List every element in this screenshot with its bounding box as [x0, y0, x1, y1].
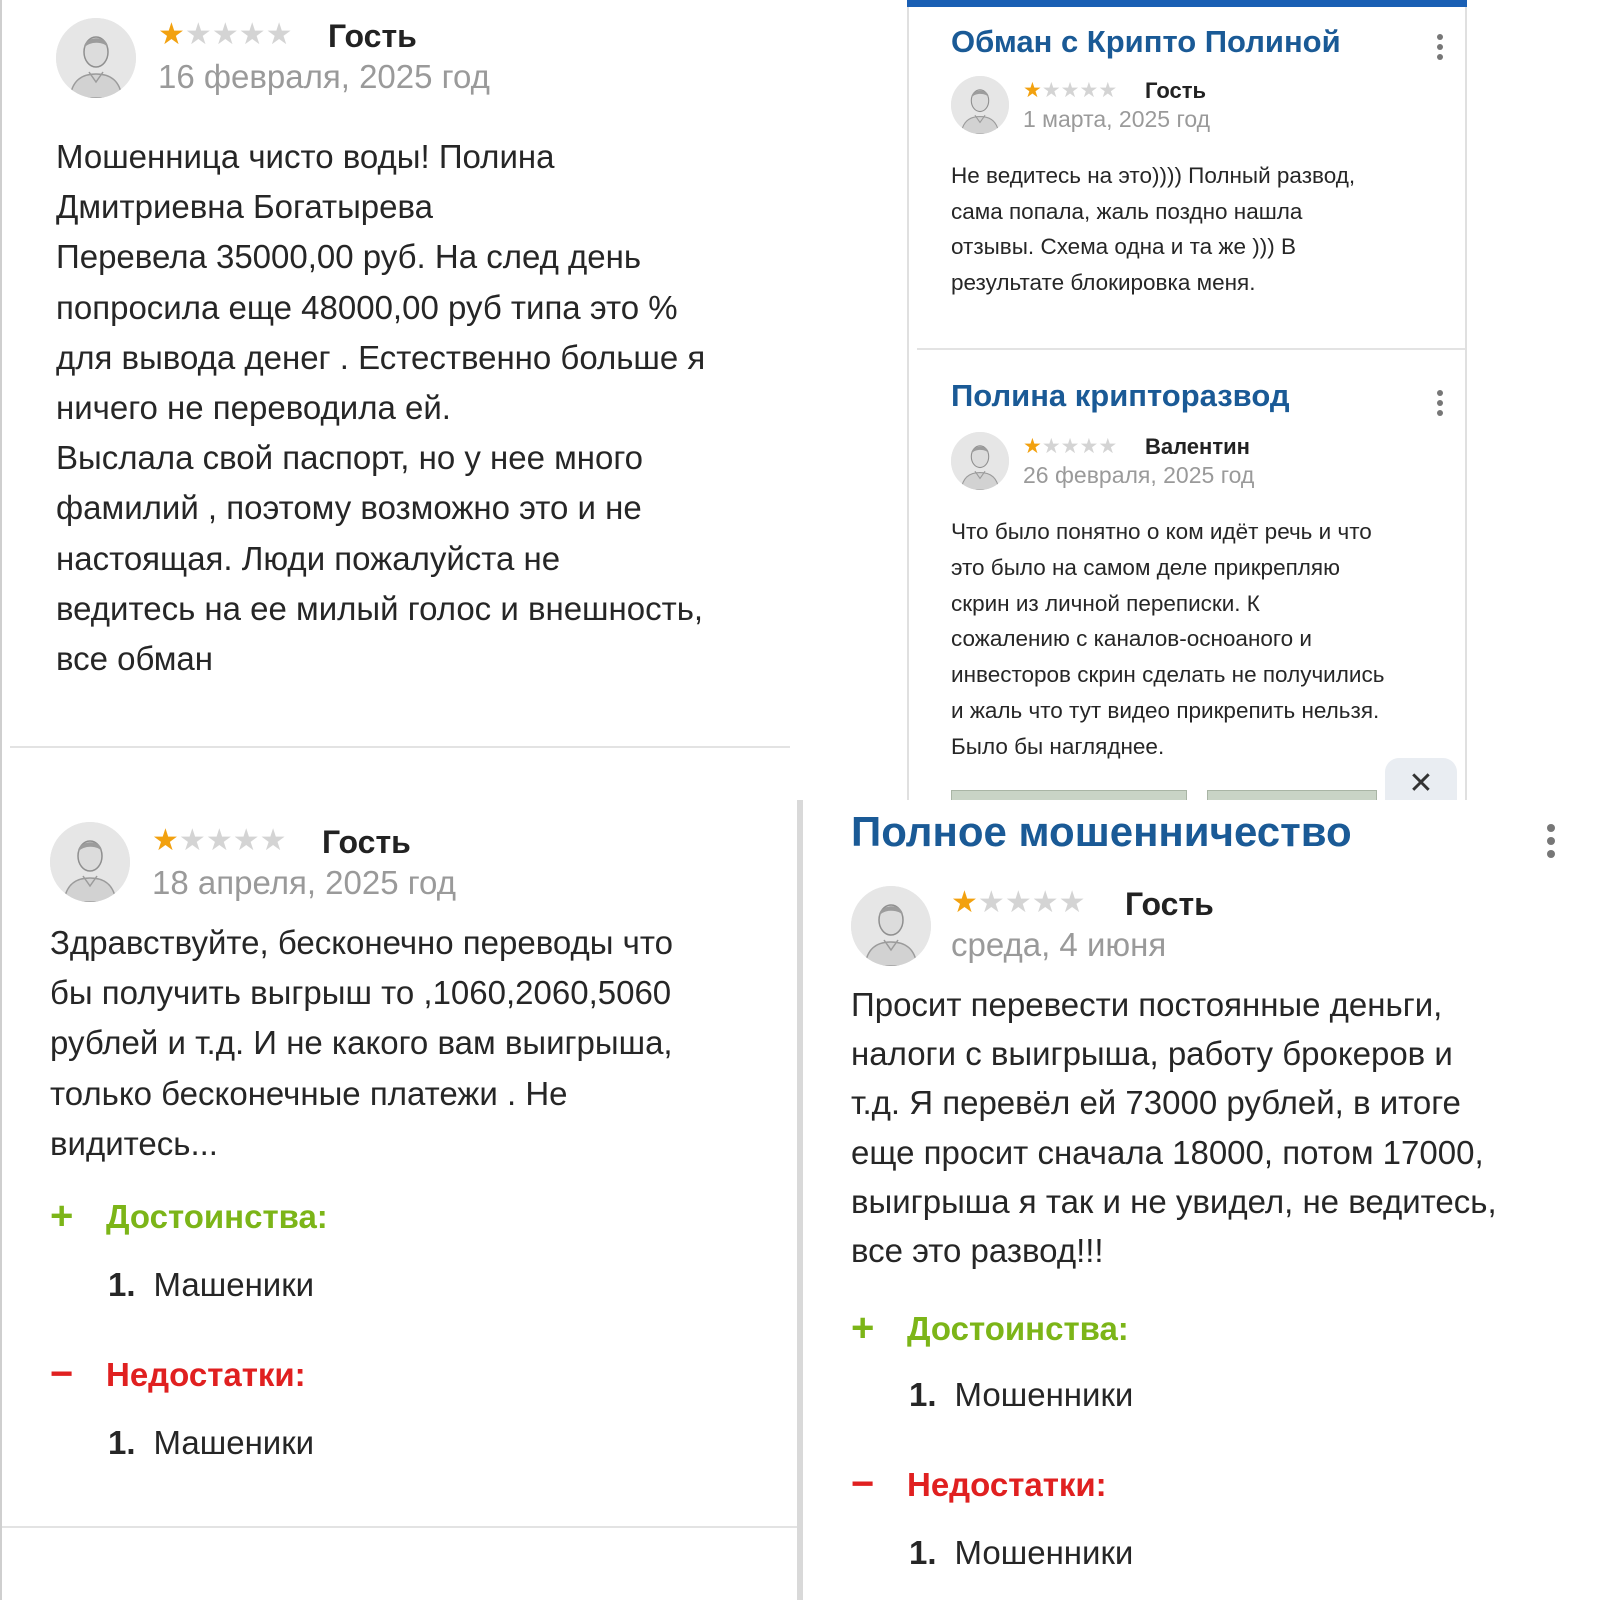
pros-item	[909, 1376, 1133, 1414]
review-card-1	[0, 0, 800, 800]
star-icon: ★	[1060, 79, 1080, 102]
card-divider	[2, 1526, 797, 1528]
user-avatar-icon[interactable]	[851, 886, 931, 966]
review-author[interactable]: Гость	[1125, 886, 1214, 922]
more-vertical-icon[interactable]	[1435, 390, 1445, 416]
plus-icon: +	[851, 1306, 875, 1350]
attachment-thumbnail[interactable]	[951, 790, 1187, 800]
review-text: Здравствуйте, бесконечно переводы что бы получить выгрыш то ,1060,2060,5060 рублей и т.д. И не какого вам выигрыша, только бесконечные платежи . Не видитесь...	[50, 924, 673, 1162]
review-text: Что было понятно о ком идёт речь и что это было на самом деле прикрепляю скрин из личной переписки. К сожалению с каналов-осноаного и инвесторов скрин сделать не получились и жаль что тут видео прикрепить нельзя. Было бы нагляднее.	[951, 519, 1385, 759]
review-author[interactable]: Гость	[1145, 78, 1207, 103]
cons-label: Недостатки:	[106, 1355, 306, 1393]
list-marker: 1.	[909, 1534, 937, 1571]
cons-item	[108, 1424, 314, 1462]
review-title[interactable]: Полина крипторазвод	[951, 378, 1290, 413]
cons-label: Недостатки:	[907, 1465, 1107, 1503]
list-marker: 1.	[108, 1266, 136, 1303]
review-title[interactable]: Обман с Крипто Полиной	[951, 24, 1341, 59]
star-icon: ★	[158, 18, 185, 51]
star-icon: ★	[265, 18, 293, 51]
cons-item-text: Машеники	[153, 1424, 315, 1461]
star-icon: ★	[205, 824, 233, 857]
star-icon: ★	[232, 824, 260, 857]
star-icon: ★	[1079, 79, 1099, 102]
card-divider	[10, 746, 790, 748]
review-text: Просит перевести постоянные деньги, налоги с выигрыша, работу брокеров и т.д. Я перевёл ей 73000 рублей, в итоге еще просит сначала 18000, потом 17000, выигрыша я так и не увидел, не ведитесь, все это развод!!!	[851, 986, 1497, 1270]
user-avatar-icon[interactable]	[951, 432, 1009, 490]
review-date: 1 марта, 2025 год	[1023, 106, 1211, 132]
header-bar	[907, 0, 1467, 7]
rating-stars	[158, 20, 293, 50]
attachment-thumbnail[interactable]	[1207, 790, 1377, 800]
user-avatar-icon[interactable]	[951, 76, 1009, 134]
rating-stars	[951, 888, 1086, 918]
list-marker: 1.	[909, 1376, 937, 1413]
minus-icon: −	[851, 1462, 875, 1506]
star-icon: ★	[977, 886, 1005, 919]
pros-item-text: Машеники	[153, 1266, 315, 1303]
rating-stars	[1023, 80, 1117, 101]
review-author[interactable]: Гость	[328, 18, 417, 54]
star-icon: ★	[1058, 886, 1086, 919]
star-icon: ★	[1041, 435, 1061, 458]
review-text: Мошенница чисто воды! Полина Дмитриевна Богатырева Перевела 35000,00 руб. На след день попросила еще 48000,00 руб типа это % для вывода денег . Естественно больше я ничего не переводила ей. Выслала свой паспорт, но у нее много фамилий , поэтому возможно это и не настоящая. Люди пожалуйста не ведитесь на ее милый голос и внешность, все обман	[56, 138, 706, 678]
star-icon: ★	[259, 824, 287, 857]
review-text: Не ведитесь на это)))) Полный развод, сама попала, жаль поздно нашла отзывы. Схема одна и та же ))) В результате блокировка меня.	[951, 163, 1356, 295]
star-icon: ★	[152, 824, 179, 857]
more-vertical-icon[interactable]	[1545, 824, 1557, 858]
star-icon: ★	[1041, 79, 1061, 102]
user-avatar-icon[interactable]	[50, 822, 130, 902]
pros-heading	[851, 1306, 1129, 1351]
star-icon: ★	[1004, 886, 1032, 919]
rating-stars	[1023, 436, 1117, 457]
cons-heading	[851, 1462, 1107, 1507]
plus-icon: +	[50, 1194, 74, 1238]
review-card-5	[803, 800, 1600, 1600]
card-divider	[917, 348, 1465, 350]
review-date: среда, 4 июня	[951, 926, 1167, 963]
list-marker: 1.	[108, 1424, 136, 1461]
review-author[interactable]: Валентин	[1145, 434, 1250, 459]
rating-stars	[152, 826, 287, 856]
review-date: 26 февраля, 2025 год	[1023, 462, 1255, 488]
pros-item	[108, 1266, 314, 1304]
more-vertical-icon[interactable]	[1435, 34, 1445, 60]
minus-icon: −	[50, 1352, 74, 1396]
star-icon: ★	[1098, 435, 1118, 458]
pros-label: Достоинства:	[106, 1197, 328, 1235]
pros-item-text: Мошенники	[954, 1376, 1134, 1413]
star-icon: ★	[1023, 435, 1042, 458]
cons-heading	[50, 1352, 306, 1397]
star-icon: ★	[1060, 435, 1080, 458]
review-title[interactable]: Полное мошенничество	[851, 808, 1352, 855]
review-date: 16 февраля, 2025 год	[158, 58, 490, 95]
close-icon[interactable]: ✕	[1385, 758, 1457, 800]
cons-item	[909, 1534, 1133, 1572]
star-icon: ★	[1031, 886, 1059, 919]
cons-item-text: Мошенники	[954, 1534, 1134, 1571]
review-card-4	[0, 800, 797, 1600]
star-icon: ★	[1098, 79, 1118, 102]
user-avatar-icon[interactable]	[56, 18, 136, 98]
star-icon: ★	[238, 18, 266, 51]
star-icon: ★	[1023, 79, 1042, 102]
review-date: 18 апреля, 2025 год	[152, 864, 456, 901]
star-icon: ★	[1079, 435, 1099, 458]
star-icon: ★	[211, 18, 239, 51]
reviews-list-panel	[907, 0, 1507, 800]
pros-label: Достоинства:	[907, 1309, 1129, 1347]
star-icon: ★	[951, 886, 978, 919]
star-icon: ★	[184, 18, 212, 51]
star-icon: ★	[178, 824, 206, 857]
pros-heading	[50, 1194, 328, 1239]
review-author[interactable]: Гость	[322, 824, 411, 860]
